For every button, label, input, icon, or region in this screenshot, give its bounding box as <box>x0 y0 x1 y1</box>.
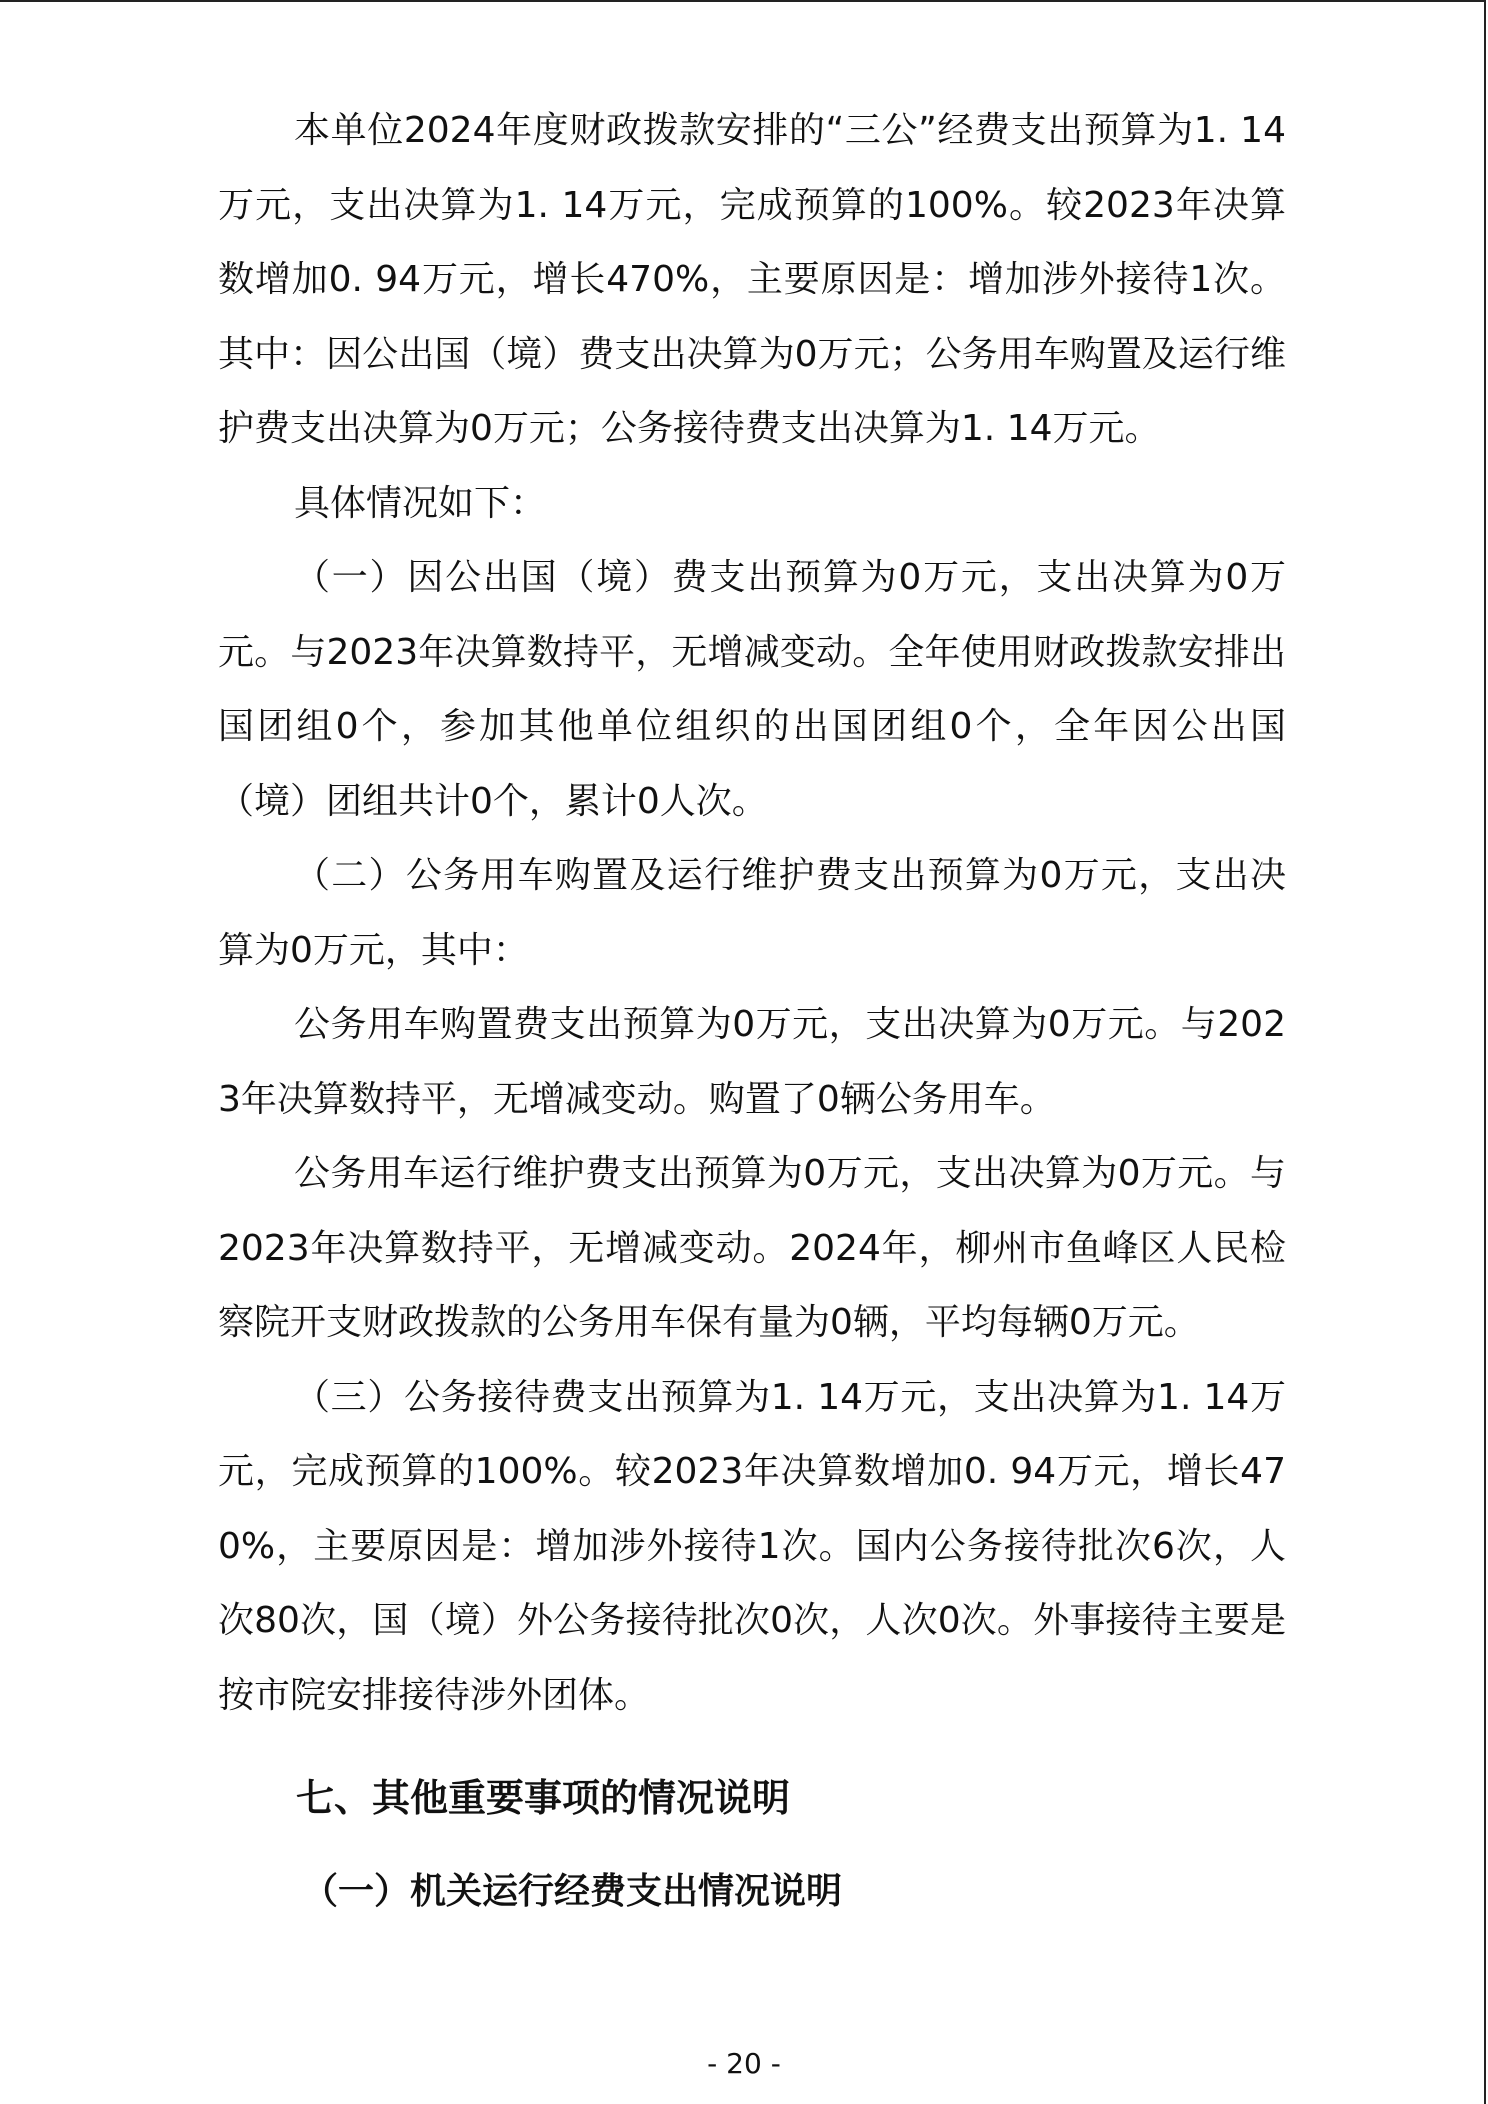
sub-heading-operating-expenses: （一）机关运行经费支出情况说明 <box>302 1871 843 1912</box>
paragraph-overseas-travel: （一）因公出国（境）费支出预算为0万元，支出决算为0万元。与2023年决算数持平，无增减变动。全年使用财政拨款安排出国团组0个，参加其他单位组织的出国团组0个，全年因公出国（境）团组共计0个，累计0人次。 <box>218 557 1286 822</box>
paragraph-vehicle-maintenance: 公务用车运行维护费支出预算为0万元，支出决算为0万元。与2023年决算数持平，无增减变动。2024年，柳州市鱼峰区人民检察院开支财政拨款的公务用车保有量为0辆，平均每辆0万元。 <box>218 1153 1286 1343</box>
section-heading-other-matters: 七、其他重要事项的情况说明 <box>296 1776 791 1820</box>
paragraph-vehicle-costs: （二）公务用车购置及运行维护费支出预算为0万元，支出决算为0万元，其中： <box>218 855 1286 971</box>
document-body <box>218 94 1286 1929</box>
paragraph-vehicle-purchase: 公务用车购置费支出预算为0万元，支出决算为0万元。与2023年决算数持平，无增减变动。购置了0辆公务用车。 <box>218 1004 1286 1120</box>
page-number: - 20 - <box>707 2047 781 2080</box>
paragraph-official-reception: （三）公务接待费支出预算为1. 14万元，支出决算为1. 14万元，完成预算的100%。较2023年决算数增加0. 94万元，增长470%，主要原因是：增加涉外接待1次。国内公务接待批次6次，人次80次，国（境）外公务接待批次0次，人次0次。外事接待主要是按市院安排接待涉外团体。 <box>218 1376 1286 1716</box>
paragraph-details-intro: 具体情况如下： <box>294 482 547 524</box>
paragraph-three-public-summary: 本单位2024年度财政拨款安排的“三公”经费支出预算为1. 14万元，支出决算为1. 14万元，完成预算的100%。较2023年决算数增加0. 94万元，增长470%，主要原因是：增加涉外接待1次。其中：因公出国（境）费支出决算为0万元；公务用车购置及运行维护费支出决算为0万元；公务接待费支出决算为1. 14万元。 <box>218 110 1286 449</box>
